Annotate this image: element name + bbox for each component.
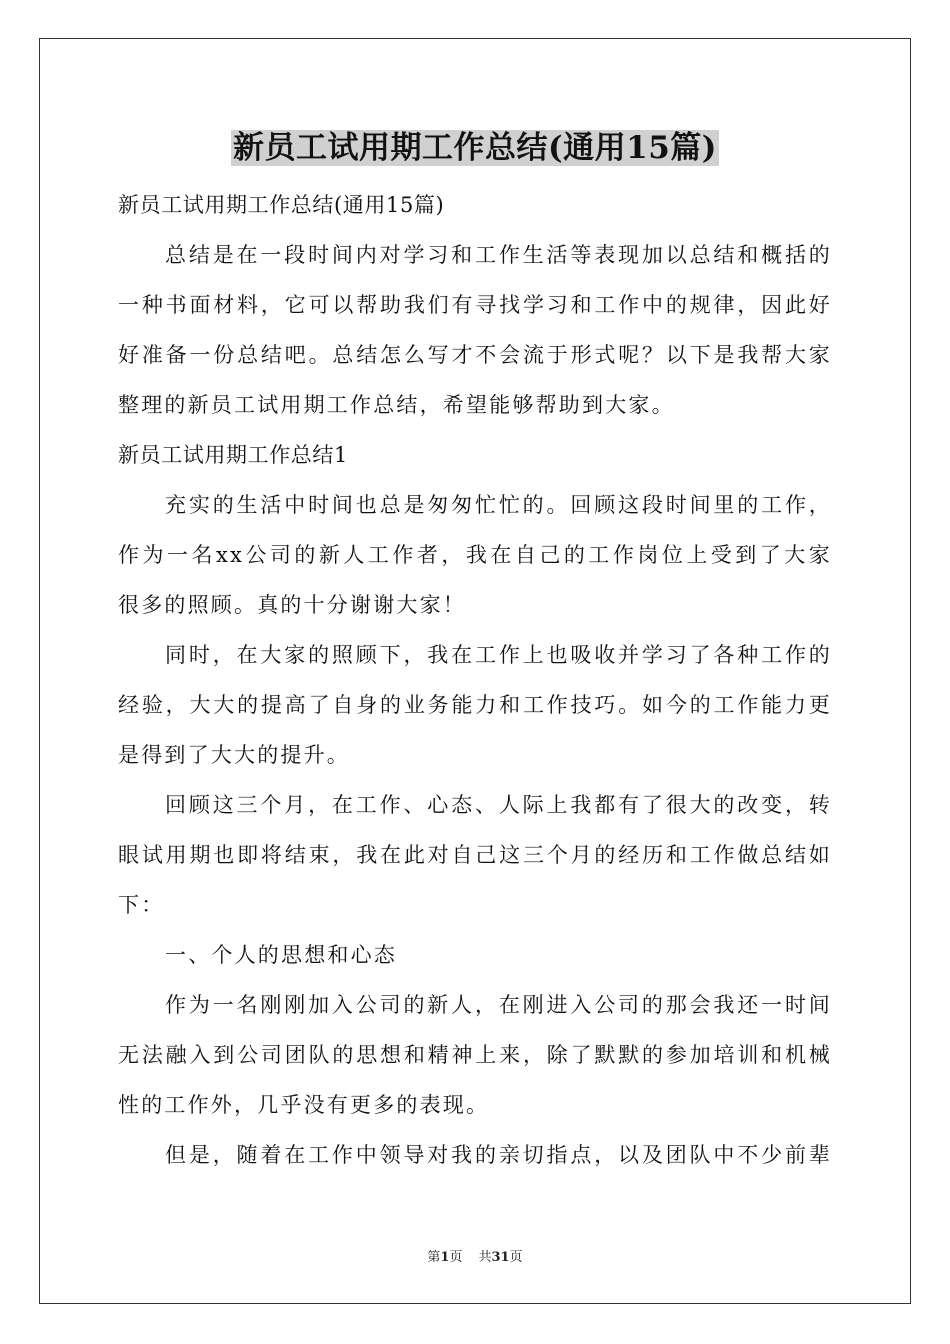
paragraph-line: 同时，在大家的照顾下，我在工作上也吸收并学习了各种工作的: [165, 643, 832, 667]
paragraph-line: 无法融入到公司团队的思想和精神上来，除了默默的参加培训和机械: [118, 1043, 832, 1067]
total-suffix: 页: [509, 1250, 523, 1265]
paragraph-line: 充实的生活中时间也总是匆匆忙忙的。回顾这段时间里的工作，: [165, 493, 832, 517]
page-number: 1: [440, 1250, 450, 1265]
document-title: [0, 126, 950, 170]
page-footer: [0, 1246, 950, 1265]
paragraph-line: 下：: [118, 893, 165, 917]
paragraph-line: 作为一名xx公司的新人工作者，我在自己的工作岗位上受到了大家: [118, 543, 832, 567]
page-suffix: 页: [449, 1250, 463, 1265]
total-pages: 31: [491, 1250, 510, 1265]
paragraph-line: 整理的新员工试用期工作总结，希望能够帮助到大家。: [118, 393, 675, 417]
paragraph-line: 是得到了大大的提升。: [118, 743, 350, 767]
section-heading-line: 新员工试用期工作总结1: [118, 443, 348, 467]
paragraph-line: 一种书面材料，它可以帮助我们有寻找学习和工作中的规律，因此好: [118, 293, 832, 317]
document-body: [118, 180, 832, 1180]
paragraph-line: 总结是在一段时间内对学习和工作生活等表现加以总结和概括的: [165, 243, 832, 267]
document-title-text: 新员工试用期工作总结(通用15篇): [233, 130, 717, 166]
paragraph-line: 一、个人的思想和心态: [165, 943, 397, 967]
paragraph-line: 性的工作外，几乎没有更多的表现。: [118, 1093, 490, 1117]
paragraph-line: 眼试用期也即将结束，我在此对自己这三个月的经历和工作做总结如: [118, 843, 832, 867]
paragraph-line: 经验，大大的提高了自身的业务能力和工作技巧。如今的工作能力更: [118, 693, 832, 717]
paragraph-line: 好准备一份总结吧。总结怎么写才不会流于形式呢？以下是我帮大家: [118, 343, 832, 367]
paragraph-line: 回顾这三个月，在工作、心态、人际上我都有了很大的改变，转: [165, 793, 832, 817]
paragraph-line: 很多的照顾。真的十分谢谢大家！: [118, 593, 466, 617]
page-prefix: 第: [427, 1250, 441, 1265]
section-heading-line: 新员工试用期工作总结(通用15篇): [118, 193, 445, 217]
total-prefix: 共: [478, 1250, 492, 1265]
paragraph-line: 作为一名刚刚加入公司的新人，在刚进入公司的那会我还一时间: [165, 993, 832, 1017]
paragraph-line: 但是，随着在工作中领导对我的亲切指点，以及团队中不少前辈: [165, 1143, 832, 1167]
